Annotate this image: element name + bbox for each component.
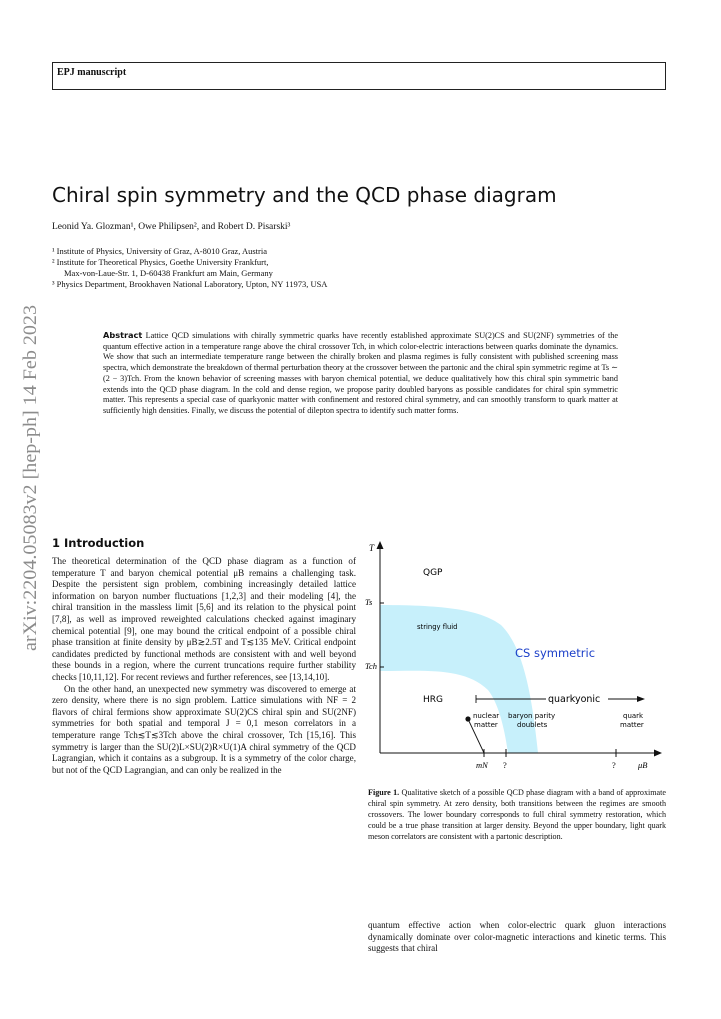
- section-heading: 1 Introduction: [52, 536, 145, 550]
- arxiv-id-text: arXiv:2204.05083v2 [hep-ph] 14 Feb 2023: [20, 320, 41, 651]
- figure-caption-label: Figure 1.: [368, 788, 400, 797]
- cs-symmetric-label: CS symmetric: [515, 646, 596, 660]
- journal-header-label: EPJ manuscript: [57, 67, 127, 78]
- nuclear-label-2: matter: [474, 721, 498, 729]
- right-column-text: quantum effective action when color-electric quark gluon interactions dynamically dominate over color-magnetic interactions and kinetic terms. This suggests that chiral: [368, 920, 666, 954]
- q1-tick-label: ?: [503, 760, 507, 770]
- quark-matter-label-2: matter: [620, 721, 644, 729]
- mn-tick-label: mN: [476, 760, 488, 770]
- affiliation-3: ³ Physics Department, Brookhaven National Laboratory, Upton, NY 11973, USA: [52, 279, 328, 289]
- paragraph: On the other hand, an unexpected new symmetry was discovered to emerge at zero density, where there is no sign problem. Lattice simulations with NF = 2 flavors of chiral fermions show approximate SU(2)CS chiral spin and SU(2NF) symmetries for both spatial and temporal J = 0,1 meson correlators in a temperature range Tch≲T≲3Tch above the chiral crossover, Tch [15,16]. This symmetry is larger than the SU(2)L×SU(2)R×U(1)A chiral symmetry of the QCD Lagrangian, which it contains as a subgroup. It is a symmetry of the color charge, but not of the QCD Lagrangian, and can only be realized in the: [52, 683, 356, 775]
- mu-axis-label: μB: [638, 760, 648, 770]
- left-column-text: [52, 556, 356, 776]
- figure-caption: [368, 787, 666, 842]
- nuclear-critical-point: [465, 716, 470, 721]
- journal-header-box: [52, 62, 666, 90]
- arxiv-stamp: [6, 303, 50, 653]
- baryon-doublets-label-2: doublets: [517, 721, 548, 729]
- cs-symmetric-band: [380, 605, 538, 753]
- quarkyonic-label: quarkyonic: [548, 694, 601, 705]
- quarkyonic-arrowhead: [637, 696, 645, 702]
- affiliation-2-cont: Max-von-Laue-Str. 1, D-60438 Frankfurt am Main, Germany: [64, 268, 273, 278]
- hrg-label: HRG: [423, 695, 443, 705]
- qgp-label: QGP: [423, 568, 443, 578]
- quark-matter-label-1: quark: [623, 712, 644, 720]
- abstract-label: Abstract: [103, 330, 143, 340]
- paper-title: Chiral spin symmetry and the QCD phase diagram: [52, 183, 557, 207]
- baryon-doublets-label-1: baryon parity: [508, 712, 556, 720]
- ts-tick-label: Ts: [365, 597, 373, 607]
- affiliations: [52, 246, 327, 290]
- affiliation-2: ² Institute for Theoretical Physics, Goethe University Frankfurt,: [52, 257, 269, 267]
- paragraph: The theoretical determination of the QCD phase diagram as a function of temperature T and baryon chemical potential μB remains a challenging task. Despite the persistent sign problem, combining increasingly detailed lattice information on baryon number fluctuations [1,2,3] and their modeling [4], the chiral transition in the massless limit [5,6] and its relation to the physical point [7,8], as well as improved reweighted calculations checked against imaginary chemical potential [9], one may bound the critical endpoint of a possible chiral phase transition at finite density by μB≳2.5T and T≲135 MeV. Critical endpoint candidates predicted by functional methods are consistent with and well beyond these bounds in a region, where the current truncations require further stability checks [10,11,12]. For recent reviews and further references, see [13,14,10].: [52, 556, 356, 682]
- abstract-text: Lattice QCD simulations with chirally symmetric quarks have recently established approximate SU(2)CS and SU(2NF) symmetries of the quantum effective action in a temperature range above the chiral crossover Tch, in which color-electric interactions between quarks dominate the dynamics. We show that such an intermediate temperature range between the chirally broken and plasma regimes is fully consistent with published screening mass spectra, which demonstrate the breakdown of thermal perturbation theory at the crossover between the partonic and the chiral spin symmetric regime at Ts ∼ (2 − 3)Tch. From the known behavior of screening masses with baryon chemical potential, we deduce qualitatively how this chiral spin symmetric band extends into the QCD phase diagram. In the cold and dense region, we propose parity doubled baryons as possible candidates for chiral spin symmetric matter. This represents a special case of quarkyonic matter with confinement and restored chiral symmetry, and can smoothly transform to quark matter at sufficiently high densities. Finally, we discuss the potential of dilepton spectra to identify such matter forms.: [103, 331, 618, 415]
- affiliation-1: ¹ Institute of Physics, University of Graz, A-8010 Graz, Austria: [52, 246, 268, 256]
- nuclear-label-1: nuclear: [473, 712, 500, 720]
- t-axis-arrowhead: [377, 541, 384, 549]
- abstract: [103, 330, 618, 417]
- figure-caption-text: Qualitative sketch of a possible QCD phase diagram with a band of approximate chiral spin symmetry. At zero density, both transitions between the regimes are smooth crossovers. The lower boundary corresponds to full chiral symmetry restoration, which could be a true phase transition at larger density. Beyond the upper boundary, light quark meson correlators are consistent with a partonic description.: [368, 788, 666, 841]
- tch-tick-label: Tch: [365, 661, 377, 671]
- author-list: Leonid Ya. Glozman¹, Owe Philipsen², and Robert D. Pisarski³: [52, 222, 291, 232]
- q2-tick-label: ?: [612, 760, 616, 770]
- phase-diagram-figure: [366, 535, 666, 785]
- mu-axis-arrowhead: [654, 750, 662, 757]
- stringy-fluid-label: stringy fluid: [417, 623, 458, 631]
- t-axis-label: T: [369, 543, 375, 553]
